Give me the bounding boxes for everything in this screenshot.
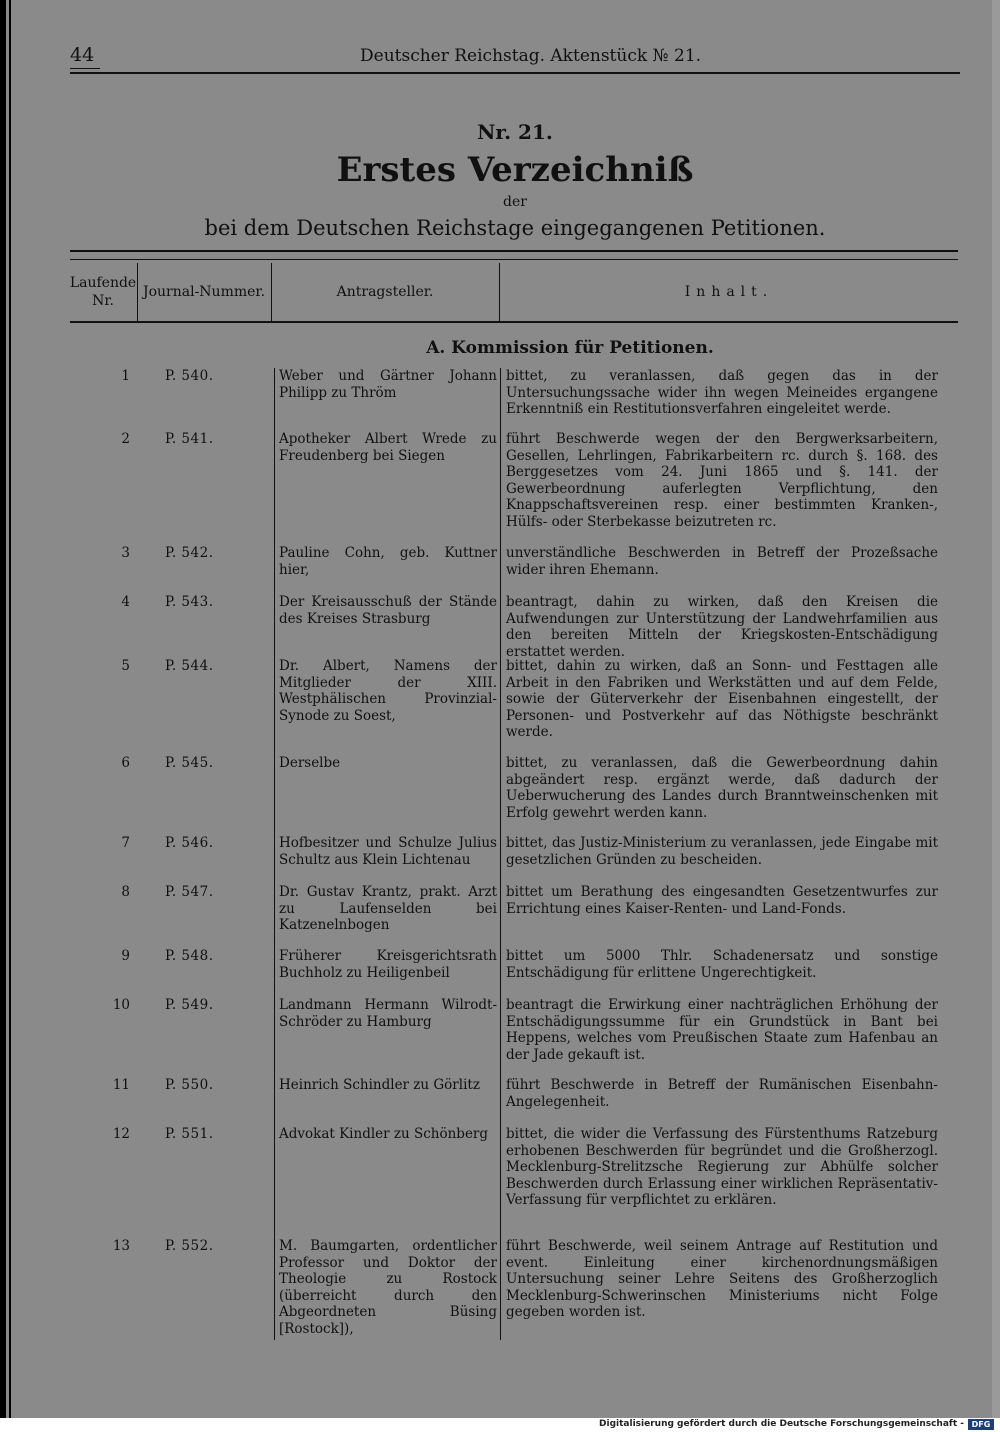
- petitioner: Dr. Gustav Krantz, prakt. Arzt zu Laufenselden bei Katzenelnbogen: [279, 884, 497, 933]
- content: bittet, das Justiz-Ministerium zu veranlassen, jede Eingabe mit gesetzlichen Gründen zu bescheiden.: [506, 835, 938, 868]
- petitioner: Dr. Albert, Namens der Mitglieder der XIII. Westphälischen Provinzial-Synode zu Soest,: [279, 658, 497, 724]
- journal-number: P. 544.: [165, 658, 214, 674]
- scan-edge: [992, 0, 1000, 1418]
- row-number: 4: [121, 594, 130, 610]
- petitioner: Pauline Cohn, geb. Kuttner hier,: [279, 545, 497, 578]
- petitioner: Der Kreisausschuß der Stände des Kreises Strasburg: [279, 594, 497, 627]
- content: bittet, die wider die Verfassung des Fürstenthums Ratzeburg erhobenen Beschwerden für begründet und die Großherzogl. Mecklenburg-Strelitzsche Regierung zur Abhülfe solcher Beschwerden durch Erlassung einer wirklichen Repräsentativ-Verfassung für verpflichtet zu erklären.: [506, 1126, 938, 1208]
- col-divider: [137, 263, 138, 321]
- col-header-antragsteller: Antragsteller.: [336, 284, 434, 300]
- petitioner: M. Baumgarten, ordentlicher Professor und Doktor der Theologie zu Rostock (überreicht durch den Abgeordneten Büsing [Rostock]),: [279, 1238, 497, 1337]
- document-title: Erstes Verzeichniß: [336, 150, 694, 190]
- petitioner: Derselbe: [279, 755, 341, 771]
- col-divider: [274, 368, 275, 1340]
- content: bittet um Berathung des eingesandten Gesetzentwurfes zur Errichtung eines Kaiser-Renten- und Land-Fonds.: [506, 884, 938, 917]
- row-number: 13: [112, 1238, 130, 1254]
- page-header: [70, 44, 970, 74]
- content: führt Beschwerde, weil seinem Antrage auf Restitution und event. Einleitung einer kirchenordnungsmäßigen Untersuchung seiner Lehre Seitens des Großherzoglich Mecklenburg-Schwerinschen Ministeriums nicht Folge gegeben worden ist.: [506, 1238, 938, 1320]
- journal-number: P. 548.: [165, 948, 214, 964]
- content: beantragt, dahin zu wirken, daß den Kreisen die Aufwendungen zur Unterstützung der Landwehrfamilien aus den bereiten Mitteln der Kriegskosten-Entschädigung erstattet werden.: [506, 594, 938, 660]
- content: führt Beschwerde wegen der den Bergwerksarbeitern, Gesellen, Lehrlingen, Fabrikarbeitern rc. durch §. 168. des Berggesetzes vom 24. Juni 1865 und §. 141. der Gewerbeordnung auferlegten Verpflichtung, den Knappschaftsvereinen resp. einer bestimmten Kranken-, Hülfs- oder Sterbekasse beizutreten rc.: [506, 431, 938, 530]
- row-number: 9: [121, 948, 130, 964]
- funding-note: Digitalisierung gefördert durch die Deutsche Forschungsgemeinschaft -: [599, 1419, 964, 1429]
- journal-number: P. 543.: [165, 594, 214, 610]
- journal-number: P. 551.: [165, 1126, 214, 1142]
- page-number: 44: [70, 44, 95, 66]
- document-subtitle: bei dem Deutschen Reichstage eingegangenen Petitionen.: [204, 216, 826, 240]
- petitioner: Weber und Gärtner Johann Philipp zu Thröm: [279, 368, 497, 401]
- row-number: 8: [121, 884, 130, 900]
- col-header-journal: Journal-Nummer.: [142, 284, 266, 300]
- content: bittet, dahin zu wirken, daß an Sonn- und Festtagen alle Arbeit in den Fabriken und Werkstätten und auf dem Felde, sowie der Güterverkehr der Eisenbahnen eingestellt, der Personen- und Postverkehr auf das Nöthigste beschränkt werde.: [506, 658, 938, 740]
- col-header-nr: Laufende Nr.: [69, 275, 137, 309]
- row-number: 11: [112, 1077, 130, 1093]
- journal-number: P. 546.: [165, 835, 214, 851]
- col-header-inhalt: Inhalt.: [684, 284, 774, 300]
- scan-border: [0, 0, 6, 1418]
- col-divider: [500, 368, 501, 1340]
- scan-border: [9, 0, 11, 1418]
- journal-number: P. 545.: [165, 755, 214, 771]
- row-number: 2: [121, 431, 130, 447]
- content: beantragt die Erwirkung einer nachträglichen Erhöhung der Entschädigungssumme für ein Grundstück in Bant bei Heppens, welches vom Preußischen Staate zum Hafenbau an der Jade gekauft ist.: [506, 997, 938, 1063]
- petitioner: Apotheker Albert Wrede zu Freudenberg bei Siegen: [279, 431, 497, 464]
- footer-bar: [0, 1418, 1000, 1432]
- petitioner: Hofbesitzer und Schulze Julius Schultz aus Klein Lichtenau: [279, 835, 497, 868]
- journal-number: P. 547.: [165, 884, 214, 900]
- petitioner: Landmann Hermann Wilrodt-Schröder zu Hamburg: [279, 997, 497, 1030]
- col-divider: [271, 263, 272, 321]
- journal-number: P. 542.: [165, 545, 214, 561]
- petitioner: Heinrich Schindler zu Görlitz: [279, 1077, 480, 1093]
- row-number: 7: [121, 835, 130, 851]
- row-number: 1: [121, 368, 130, 384]
- content: unverständliche Beschwerden in Betreff der Prozeßsache wider ihren Ehemann.: [506, 545, 938, 578]
- document-number: Nr. 21.: [477, 120, 553, 144]
- row-number: 10: [112, 997, 130, 1013]
- petitioner: Früherer Kreisgerichtsrath Buchholz zu Heiligenbeil: [279, 948, 497, 981]
- journal-number: P. 550.: [165, 1077, 214, 1093]
- journal-number: P. 541.: [165, 431, 214, 447]
- document-connector: der: [503, 194, 527, 210]
- content: bittet um 5000 Thlr. Schadenersatz und sonstige Entschädigung für erlittene Ungerechtigkeit.: [506, 948, 938, 981]
- header-rule: [70, 72, 960, 74]
- journal-number: P. 549.: [165, 997, 214, 1013]
- row-number: 6: [121, 755, 130, 771]
- journal-number: P. 552.: [165, 1238, 214, 1254]
- petitioner: Advokat Kindler zu Schönberg: [279, 1126, 489, 1142]
- journal-number: P. 540.: [165, 368, 214, 384]
- row-number: 5: [121, 658, 130, 674]
- content: bittet, zu veranlassen, daß gegen das in der Untersuchungssache wider ihn wegen Meineides ergangene Erkenntniß ein Restitutionsverfahren eingeleitet werde.: [506, 368, 938, 417]
- section-heading: A. Kommission für Petitionen.: [426, 338, 714, 358]
- row-number: 3: [121, 545, 130, 561]
- content: bittet, zu veranlassen, daß die Gewerbeordnung dahin abgeändert resp. ergänzt werde, daß dadurch der Ueberwucherung des Landes durch Branntweinschenken mit Erfolg gewehrt werden kann.: [506, 755, 938, 821]
- row-number: 12: [112, 1126, 130, 1142]
- page-number-rule: [70, 68, 100, 69]
- col-divider: [499, 263, 500, 321]
- dfg-logo: DFG: [968, 1419, 994, 1430]
- petitions-table-header: [70, 263, 958, 323]
- running-head: Deutscher Reichstag. Aktenstück № 21.: [360, 46, 702, 66]
- title-rule: [70, 250, 958, 260]
- content: führt Beschwerde in Betreff der Rumänischen Eisenbahn-Angelegenheit.: [506, 1077, 938, 1110]
